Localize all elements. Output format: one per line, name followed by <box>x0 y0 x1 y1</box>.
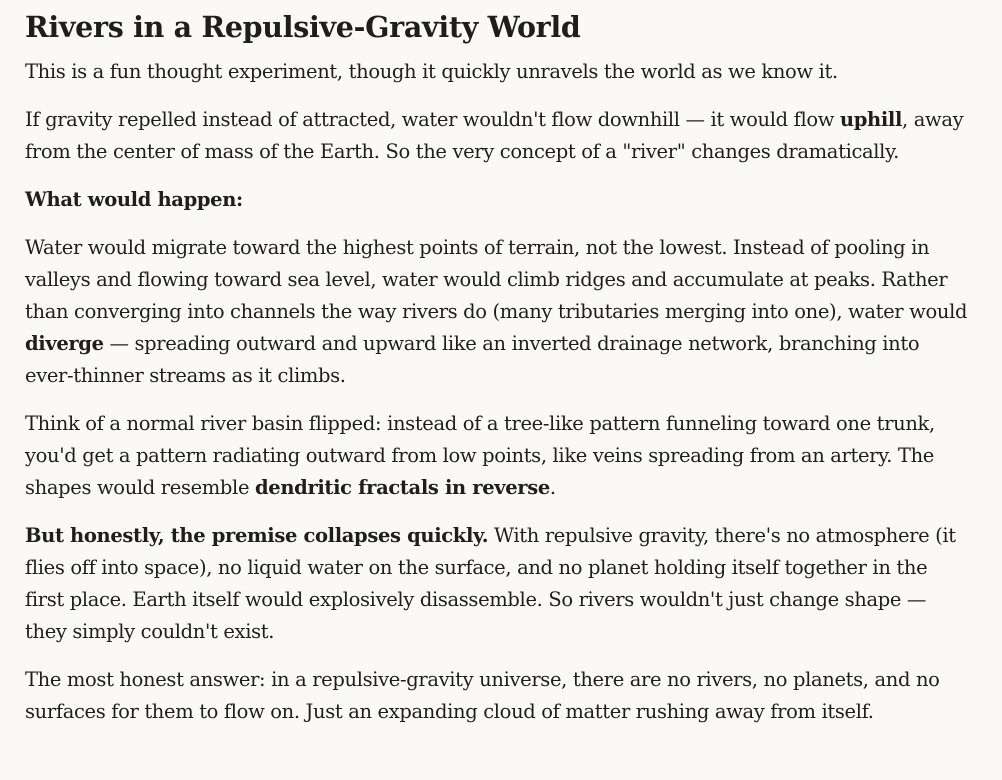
migration-text-2: — spreading outward and upward like an inverted drainage network, branching into ever-thinner streams as it climbs. <box>25 332 920 387</box>
collapse-text: With repulsive gravity, there's no atmosphere (it flies off into space), no liquid water on the surface, and no planet holding itself together in the first place. Earth itself would explosively disassemble. So rivers wouldn't just change shape — they simply couldn't exist. <box>25 524 956 643</box>
intro-paragraph: This is a fun thought experiment, though it quickly unravels the world as we know it. <box>25 60 838 83</box>
article-body <box>25 8 970 728</box>
premise-text-1: If gravity repelled instead of attracted, water wouldn't flow downhill — it would flow <box>25 108 840 131</box>
uphill-emphasis: uphill <box>839 108 903 131</box>
premise-collapse-paragraph <box>25 520 970 648</box>
what-would-happen-heading: What would happen: <box>25 188 243 211</box>
collapse-emphasis: But honestly, the premise collapses quickly. <box>25 524 489 547</box>
diverge-emphasis: diverge <box>25 332 104 355</box>
basin-text-1: Think of a normal river basin flipped: instead of a tree-like pattern funneling toward one trunk, you'd get a pattern radiating outward from low points, like veins spreading from an artery. The shapes would resemble <box>25 412 935 499</box>
article-title: Rivers in a Repulsive-Gravity World <box>25 10 581 44</box>
dendritic-emphasis: dendritic fractals in reverse <box>255 476 550 499</box>
basin-text-2: . <box>549 476 556 499</box>
premise-paragraph <box>25 104 970 168</box>
premise-text-2: , away from the center of mass of the Earth. So the very concept of a "river" changes dramatically. <box>25 108 964 163</box>
conclusion-paragraph: The most honest answer: in a repulsive-gravity universe, there are no rivers, no planets, and no surfaces for them to flow on. Just an expanding cloud of matter rushing away from itself. <box>25 668 940 723</box>
migration-text-1: Water would migrate toward the highest points of terrain, not the lowest. Instead of pooling in valleys and flowing toward sea level, water would climb ridges and accumulate at peaks. Rather than converging into channels the way rivers do (many tributaries merging into one), water would <box>25 236 968 323</box>
section-heading <box>25 184 970 216</box>
river-basin-paragraph <box>25 408 970 504</box>
water-migration-paragraph <box>25 232 970 392</box>
